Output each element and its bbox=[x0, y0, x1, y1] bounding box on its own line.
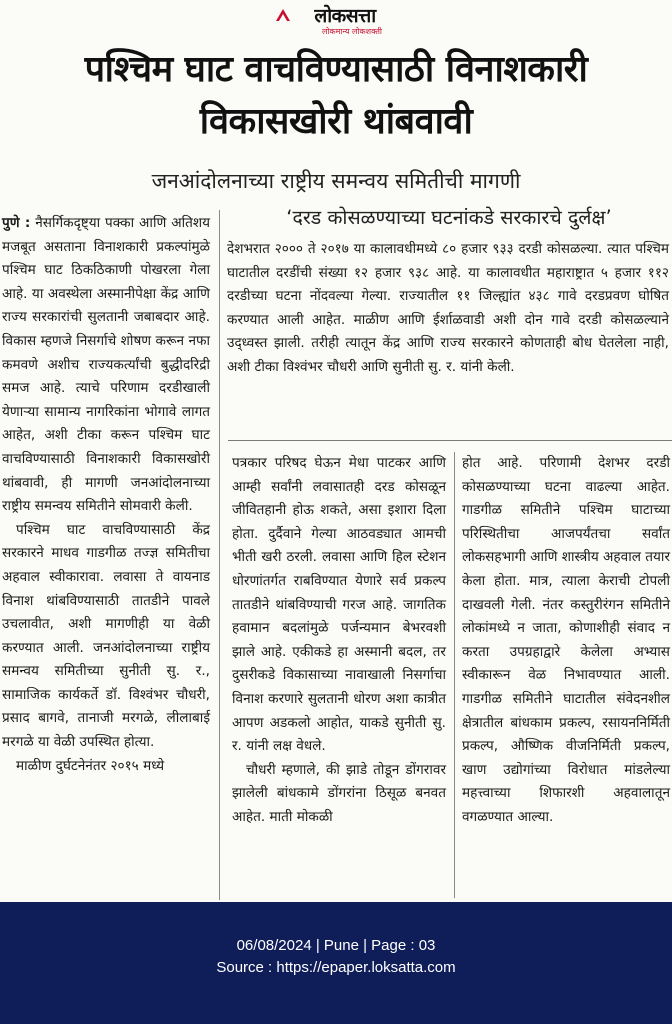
article-headline bbox=[10, 44, 662, 148]
dateline: पुणे : bbox=[2, 215, 31, 231]
source-footer bbox=[0, 902, 672, 1024]
article-subheadline: जनआंदोलनाच्या राष्ट्रीय समन्वय समितीची मागणी bbox=[151, 169, 521, 193]
paragraph-1-text: नैसर्गिकदृष्ट्या पक्का आणि अतिशय मजबूत असताना विनाशकारी प्रकल्पांमुळे पश्चिम घाट ठिकठिकाणी पोखरला गेला आहे. या अवस्थेला अस्मानीपेक्षा केंद्र आणि राज्य सरकारांची सुलतानी जबाबदार आहे. विकास म्हणजे निसर्गाचे शोषण करून नफा कमवणे अशीच राज्यकर्त्यांची बुद्धीदरिद्री समज आहे. त्याचे परिणाम दरडीखाली येणाऱ्या सामान्य नागरिकांना भोगावे लागत आहेत, अशी टीका करून पश्चिम घाट वाचविण्यासाठी विनाशकारी विकासखोरी थांबवावी, ही मागणी जनआंदोलनाच्या राष्ट्रीय समन्वय समितीने सोमवारी केली. bbox=[2, 215, 210, 515]
article-column-3 bbox=[462, 452, 670, 830]
pull-quote: ‘दरड कोसळण्याच्या घटनांकडे सरकारचे दुर्लक्ष’ bbox=[286, 206, 612, 229]
paragraph-1 bbox=[2, 212, 210, 519]
article-column-1 bbox=[2, 212, 210, 778]
paragraph-6: होत आहे. परिणामी देशभर दरडी कोसळण्याच्या घटना वाढल्या आहेत. गाडगीळ समितीने पश्चिम घाटाच्या परिस्थितीचा आजपर्यंतचा सर्वांत लोकसहभागी आणि शास्त्रीय अहवाल तयार केला होता. मात्र, त्याला केराची टोपली दाखवली गेली. नंतर कस्तुरीरंगन समितीने लोकांमध्ये न जाता, कोणाशीही संवाद न करता उपग्रहाद्वारे केलेला अभ्यास स्वीकारून वेळ निभावण्यात आली. गाडगीळ समितीने घाटातील संवेदनशील क्षेत्रातील बांधकाम प्रकल्प, रसायननिर्मिती प्रकल्प, औष्णिक वीजनिर्मिती प्रकल्प, खाण उद्योगांच्या विरोधात मांडलेल्या महत्त्वाच्या शिफारशी अहवालातून वगळण्यात आल्या. bbox=[462, 455, 670, 825]
column-divider-2 bbox=[454, 452, 455, 898]
footer-source: Source : https://epaper.loksatta.com bbox=[216, 959, 456, 976]
paragraph-5: चौधरी म्हणाले, की झाडे तोडून डोंगरावर झालेली बांधकामे डोंगरांना ठिसूळ बनवत आहेत. माती मोकळी bbox=[232, 761, 446, 825]
masthead-logo bbox=[272, 4, 402, 40]
article-column-2 bbox=[232, 452, 446, 830]
column-divider bbox=[219, 210, 220, 900]
paragraph-3: माळीण दुर्घटनेनंतर २०१५ मध्ये bbox=[16, 757, 165, 774]
masthead-name: लोकसत्ता bbox=[314, 5, 376, 27]
masthead-tagline: लोकमान्य लोकशक्ती bbox=[321, 27, 383, 36]
headline-line-2: विकासखोरी थांबवावी bbox=[199, 101, 473, 142]
footer-date-page: 06/08/2024 | Pune | Page : 03 bbox=[236, 937, 436, 954]
section-divider bbox=[228, 440, 672, 441]
paragraph-4: पत्रकार परिषद घेऊन मेधा पाटकर आणि आम्ही सर्वांनी लवासातही दरड कोसळून जीवितहानी होऊ शकते, असा इशारा दिला होता. दुर्दैवाने गेल्या आठवड्यात आमची भीती खरी ठरली. लवासा आणि हिल स्टेशन धोरणांतर्गत राबविण्यात येणारे सर्व प्रकल्प तातडीने थांबविण्याची गरज आहे. जागतिक हवामान बदलांमुळे पर्जन्यमान बेभरवशी झाले आहे. एकीकडे हा अस्मानी बदल, तर दुसरीकडे विकासाच्या नावाखाली निसर्गाचा विनाश करणारे सुलतानी धोरण अशा कात्रीत आपण अडकलो आहोत, याकडे सुनीती सु. र. यांनी लक्ष वेधले. bbox=[232, 455, 446, 755]
paragraph-2: पश्चिम घाट वाचविण्यासाठी केंद्र सरकारने माधव गाडगीळ तज्ज्ञ समितीचा अहवाल स्वीकारावा. लवासा ते वायनाड विनाश थांबविण्यासाठी तातडीने पावले उचलावीत, अशी मागणीही या वेळी करण्यात आली. जनआंदोलनाच्या राष्ट्रीय समन्वय समितीच्या सुनीती सु. र., सामाजिक कार्यकर्ते डॉ. विश्वंभर चौधरी, प्रसाद बागवे, तानाजी मरगळे, लीलाबाई मरगळे या वेळी उपस्थित होत्या. bbox=[2, 521, 210, 751]
headline-line-1: पश्चिम घाट वाचविण्यासाठी विनाशकारी bbox=[84, 49, 588, 90]
highlight-box-text: देशभरात २००० ते २०१७ या कालावधीमध्ये ८० हजार ९३३ दरडी कोसळल्या. त्यात पश्चिम घाटातील दरडींची संख्या १२ हजार ९३८ आहे. या कालावधीत महाराष्ट्रात ५ हजार ११२ दरडीच्या घटना नोंदवल्या गेल्या. राज्यातील ११ जिल्ह्यांत ४३८ गावे दरडप्रवण घोषित करण्यात आली आहेत. माळीण आणि ईर्शाळवाडी अशी दोन गावे दरडी कोसळल्याने उद्ध्वस्त झाली. तरीही त्यातून केंद्र आणि राज्य सरकारने कोणताही बोध घेतलेला नाही, अशी टीका विश्वंभर चौधरी आणि सुनीती सु. र. यांनी केली. bbox=[227, 241, 669, 375]
